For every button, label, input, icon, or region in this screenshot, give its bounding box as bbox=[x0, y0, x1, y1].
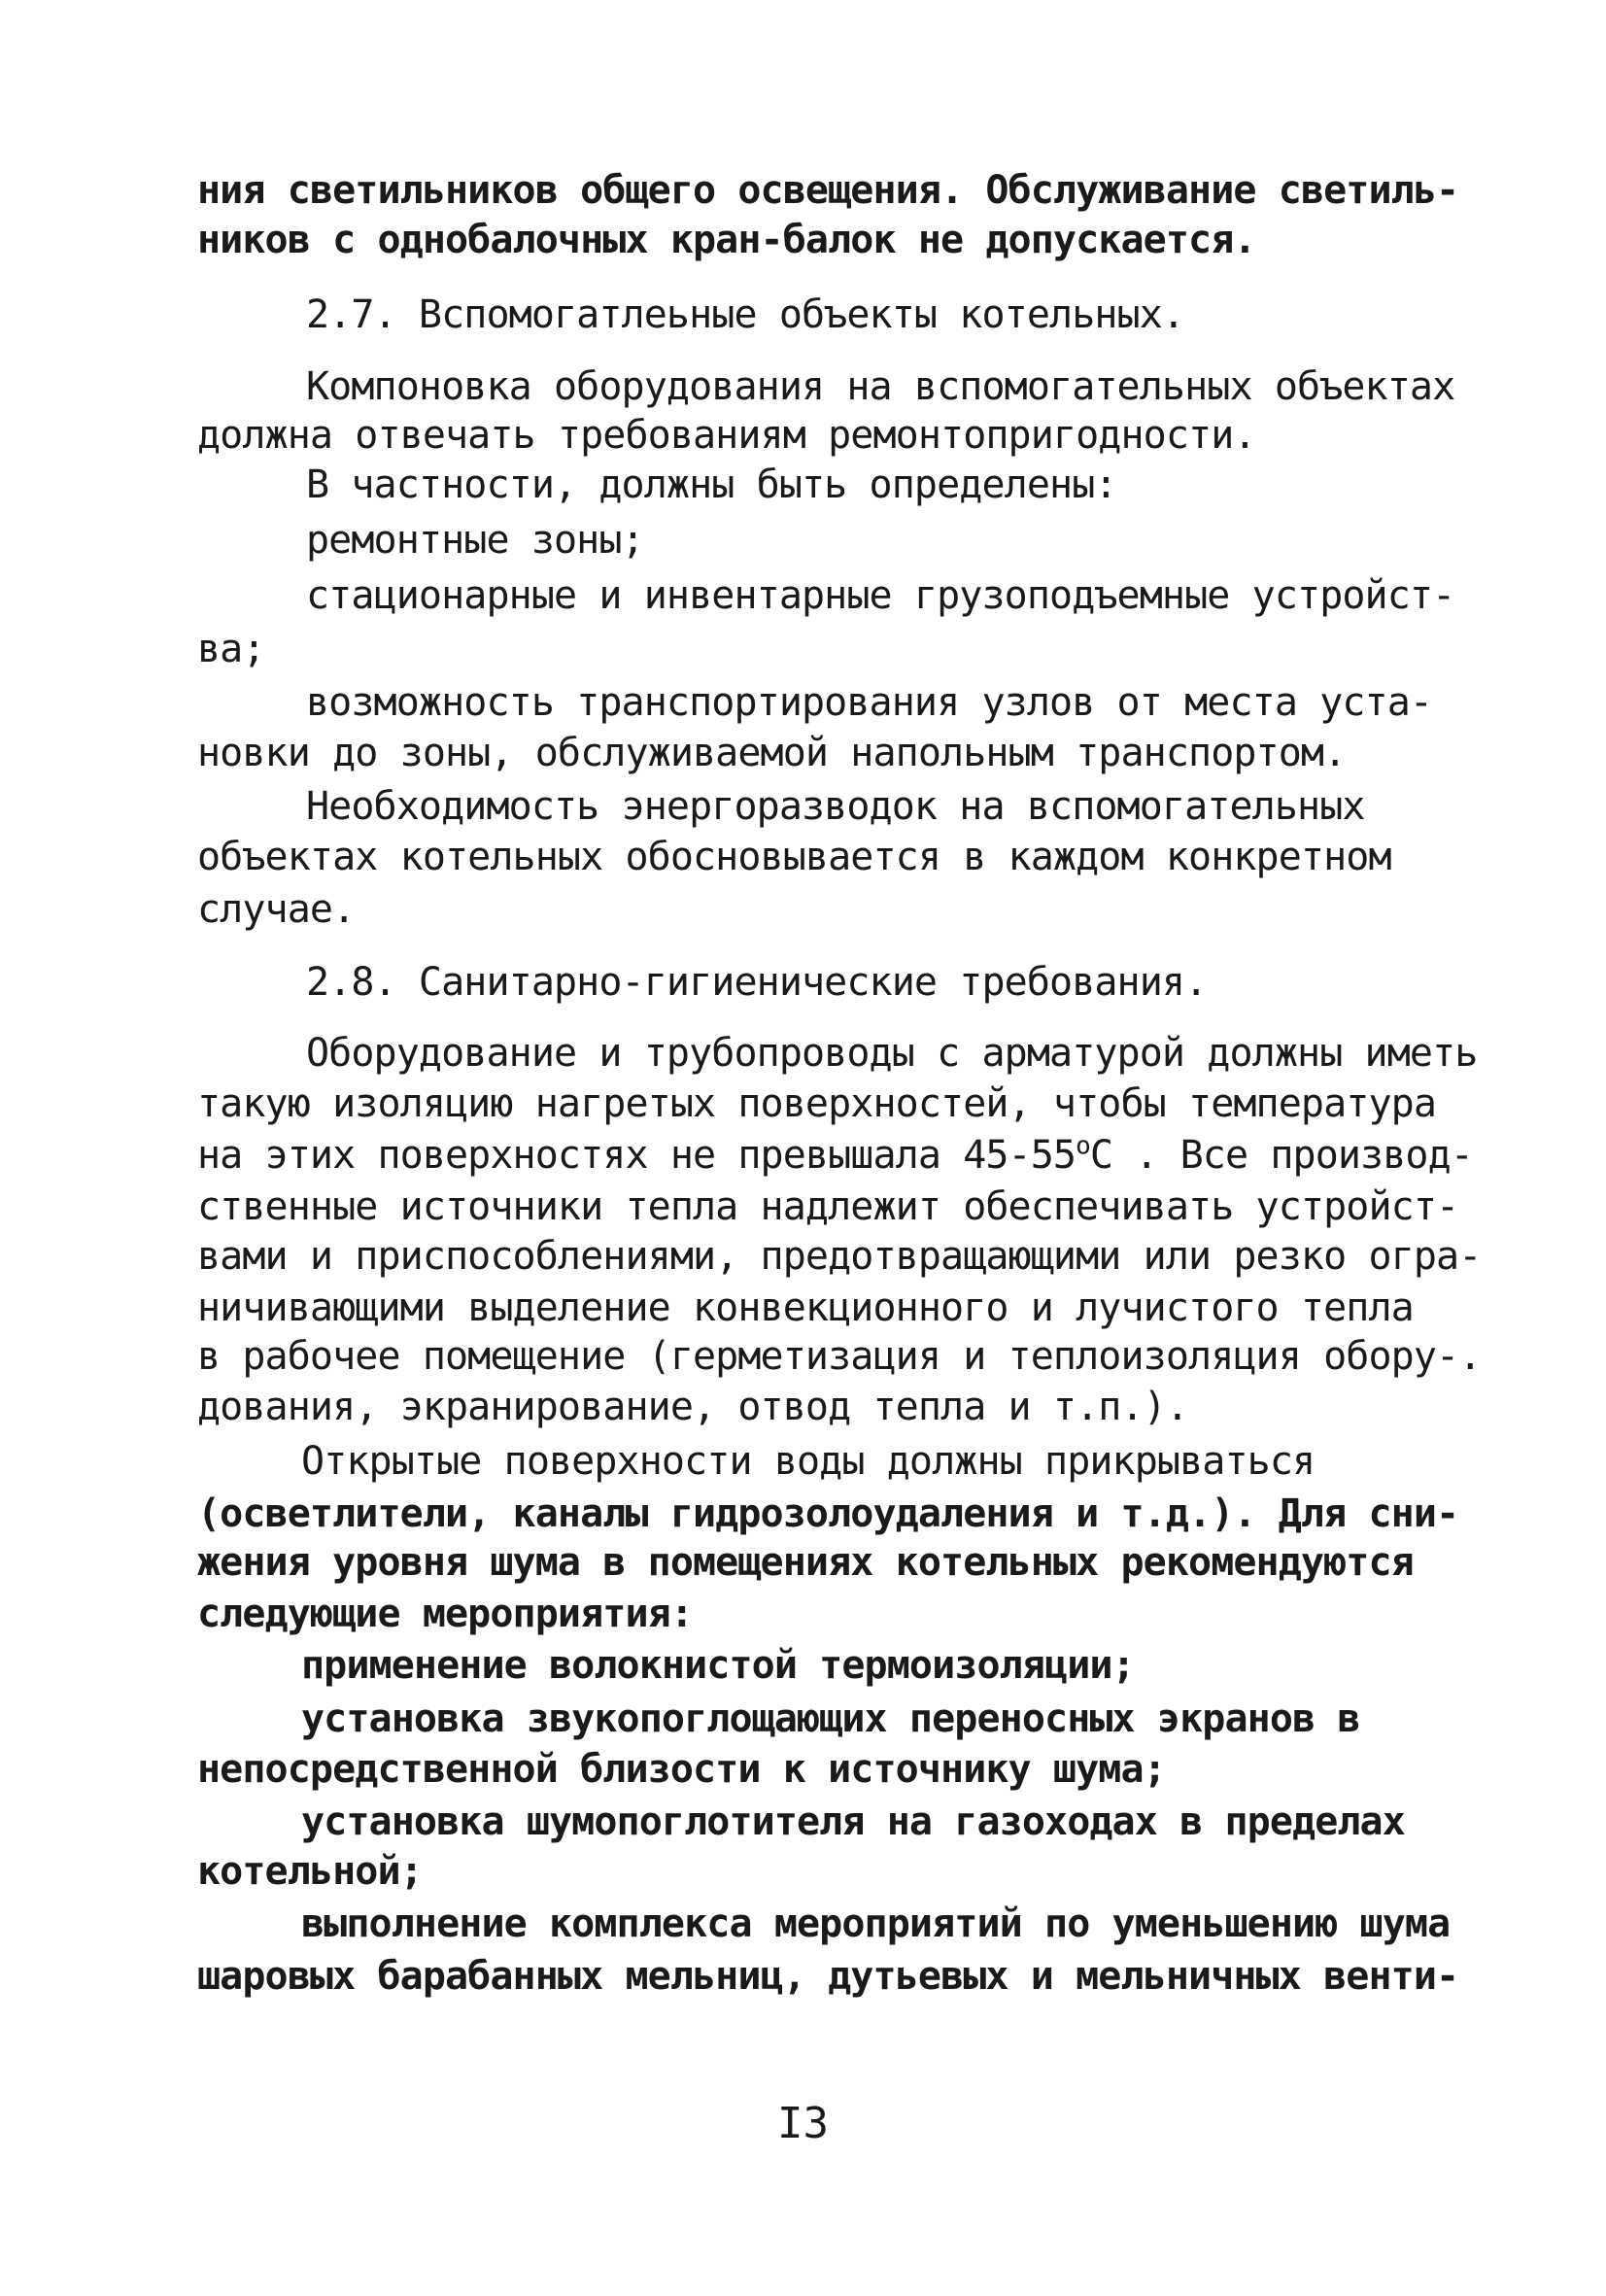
text-line: ственные источники тепла надлежит обеспечивать устройст- bbox=[197, 1184, 1459, 1229]
text-line: В частности, должны быть определены: bbox=[306, 463, 1117, 507]
text-line: (осветлители, каналы гидрозолоудаления и т.д.). Для сни- bbox=[197, 1491, 1459, 1536]
section-heading: 2.8. Санитарно-гигиенические требования. bbox=[306, 960, 1208, 1005]
text-line: Оборудование и трубопроводы с арматурой должны иметь bbox=[306, 1031, 1478, 1076]
text-line: ремонтные зоны; bbox=[306, 518, 644, 563]
text-line: ников с однобалочных кран-балок не допускается. bbox=[197, 218, 1256, 262]
text-line: жения уровня шума в помещениях котельных рекомендуются bbox=[197, 1540, 1414, 1585]
text-line: возможность транспортирования узлов от места уста- bbox=[306, 680, 1433, 725]
degree-mark: о bbox=[1076, 1131, 1090, 1161]
text-line: ва; bbox=[197, 627, 265, 671]
text-line: котельной; bbox=[197, 1849, 423, 1894]
text-line: стационарные и инвентарные грузоподъемные устройст- bbox=[306, 573, 1455, 618]
text-line: ничивающими выделение конвекционного и лучистого тепла bbox=[197, 1285, 1414, 1330]
text-line: такую изоляцию нагретых поверхностей, чтобы температура bbox=[197, 1081, 1437, 1126]
text-line: Необходимость энергоразводок на вспомогательных bbox=[306, 784, 1365, 829]
page-number: I3 bbox=[777, 2099, 829, 2148]
text-line: случае. bbox=[197, 887, 356, 932]
text-line: установка звукопоглощающих переносных экранов в bbox=[301, 1696, 1360, 1741]
text-segment: С . Все производ- bbox=[1089, 1133, 1473, 1178]
text-line: объектах котельных обосновывается в каждом конкретном bbox=[197, 835, 1391, 879]
text-line: в рабочее помещение (герметизация и теплоизоляция обору-. bbox=[197, 1334, 1482, 1379]
text-line: применение волокнистой термоизоляции; bbox=[301, 1643, 1135, 1688]
text-line: шаровых барабанных мельниц, дутьевых и мельничных венти- bbox=[197, 1954, 1459, 1999]
text-line: установка шумопоглотителя на газоходах в пределах bbox=[301, 1799, 1405, 1844]
section-heading: 2.7. Вспомогатлеьные объекты котельных. bbox=[306, 292, 1185, 337]
text-segment: на этих поверхностях не превышала 45-55 bbox=[197, 1133, 1076, 1178]
text-line: непосредственной близости к источнику шума; bbox=[197, 1747, 1166, 1792]
text-line: новки до зоны, обслуживаемой напольным транспортом. bbox=[197, 731, 1347, 775]
text-line: вами и приспособлениями, предотвращающими или резко огра- bbox=[197, 1234, 1482, 1279]
text-line bbox=[197, 1130, 1473, 1181]
text-line: Компоновка оборудования на вспомогательных объектах bbox=[306, 364, 1455, 409]
text-line: дования, экранирование, отвод тепла и т.п.). bbox=[197, 1385, 1189, 1429]
text-line: ния светильников общего освещения. Обслуживание светиль- bbox=[197, 168, 1459, 213]
text-line: выполнение комплекса мероприятий по уменьшению шума bbox=[301, 1902, 1451, 1946]
text-line: должна отвечать требованиям ремонтопригодности. bbox=[197, 413, 1256, 458]
text-line: следующие мероприятия: bbox=[197, 1592, 694, 1636]
text-line: Открытые поверхности воды должны прикрываться bbox=[301, 1439, 1316, 1484]
